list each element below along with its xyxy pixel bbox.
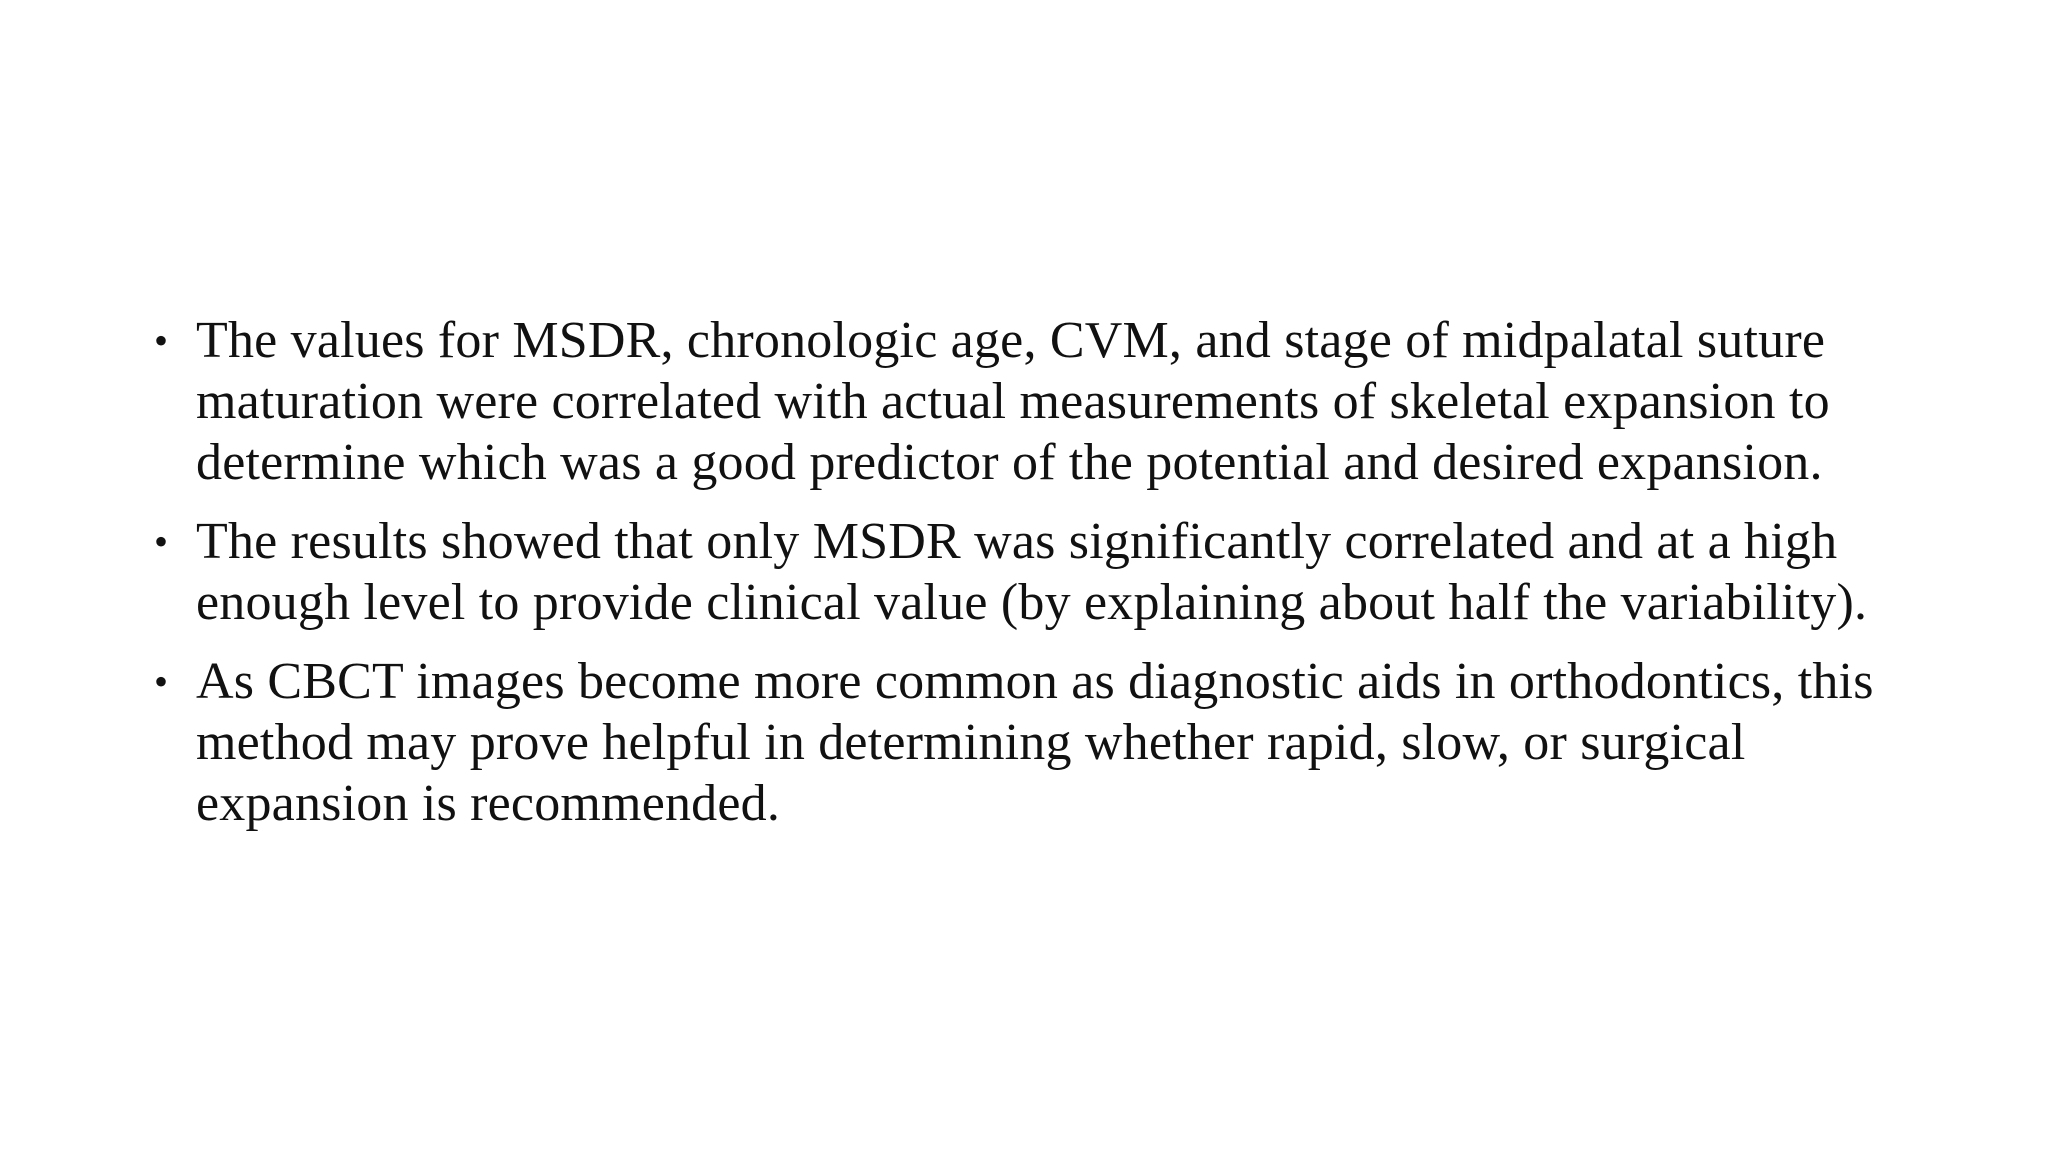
bullet-text: The results showed that only MSDR was significantly correlated and at a high enough level to provide clinical value (by explaining about half the variability). xyxy=(196,513,1868,631)
bullet-item xyxy=(150,651,1930,834)
bullet-dot-icon: • xyxy=(154,519,169,564)
bullet-item xyxy=(150,310,1930,493)
bullet-list xyxy=(150,310,1930,834)
bullet-text: As CBCT images become more common as diagnostic aids in orthodontics, this method may prove helpful in determining whether rapid, slow, or surgical expansion is recommended. xyxy=(196,653,1874,832)
bullet-item xyxy=(150,511,1930,633)
bullet-dot-icon: • xyxy=(154,659,169,704)
bullet-dot-icon: • xyxy=(154,318,169,363)
bullet-text: The values for MSDR, chronologic age, CVM, and stage of midpalatal suture maturation were correlated with actual measurements of skeletal expansion to determine which was a good predictor of the potential and desired expansion. xyxy=(196,312,1830,491)
slide-body xyxy=(150,310,1930,852)
